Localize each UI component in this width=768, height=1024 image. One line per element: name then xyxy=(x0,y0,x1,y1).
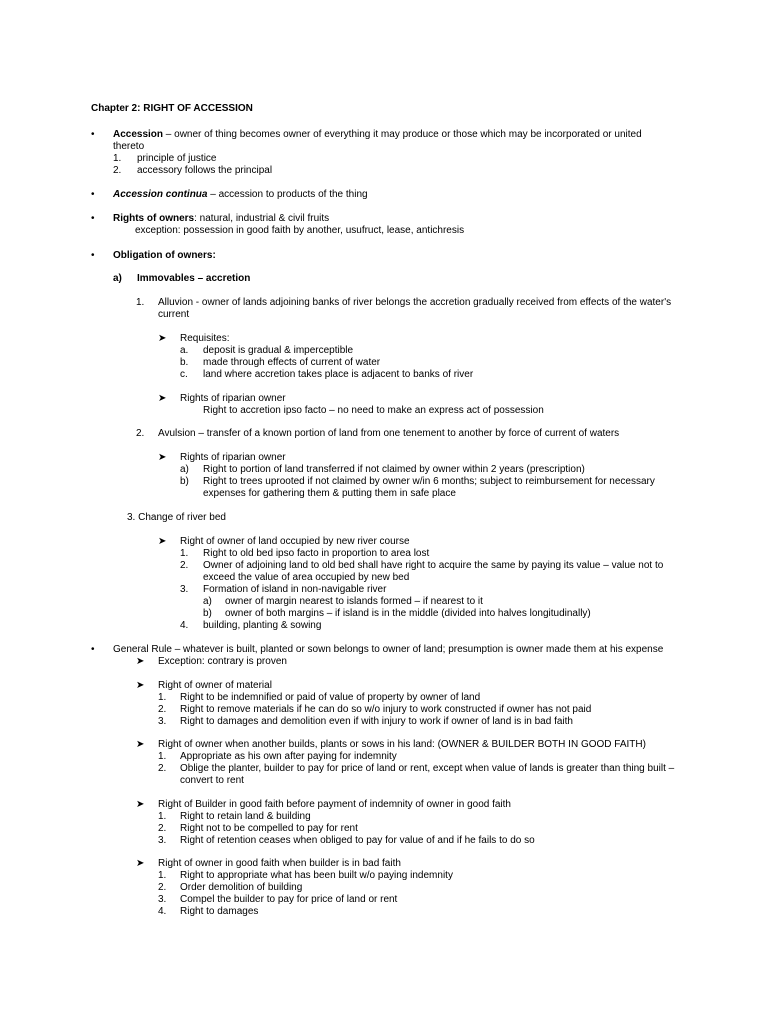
list-marker: 1. xyxy=(158,811,167,822)
rights-of-owners-term: Rights of owners xyxy=(113,213,195,224)
list-marker: 4. xyxy=(180,620,189,631)
list-item: Compel the builder to pay for price of land or rent xyxy=(180,894,398,905)
arrow-bullet-icon: ➤ xyxy=(158,452,167,463)
list-item-cont: convert to rent xyxy=(180,775,244,786)
list-marker: 1. xyxy=(136,297,145,308)
list-marker: 2. xyxy=(113,165,122,176)
riparian-label: Rights of riparian owner xyxy=(180,393,286,404)
another-builds-label: Right of owner when another builds, plants or sows in his land: (OWNER & BUILDER BOTH IN GOOD FAITH) xyxy=(158,739,646,750)
list-marker: a) xyxy=(113,273,122,284)
page-title: Chapter 2: RIGHT OF ACCESSION xyxy=(91,103,253,114)
arrow-bullet-icon: ➤ xyxy=(136,656,145,667)
list-item: Right to be indemnified or paid of value of property by owner of land xyxy=(180,692,481,703)
immovables-heading: Immovables – accretion xyxy=(137,273,251,284)
list-item: land where accretion takes place is adjacent to banks of river xyxy=(203,369,474,380)
list-marker: 2. xyxy=(136,428,145,439)
list-marker: b) xyxy=(203,608,212,619)
material-label: Right of owner of material xyxy=(158,680,272,691)
list-item: made through effects of current of water xyxy=(203,357,381,368)
list-item: Owner of adjoining land to old bed shall have right to acquire the same by paying its value – value not to xyxy=(203,560,664,571)
list-item: owner of both margins – if island is in the middle (divided into halves longitudinally) xyxy=(225,608,591,619)
bullet-icon: • xyxy=(91,189,95,200)
list-item-cont: expenses for gathering them & putting them in safe place xyxy=(203,488,456,499)
list-marker: 1. xyxy=(158,870,167,881)
list-marker: c. xyxy=(180,369,188,380)
list-marker: 2. xyxy=(158,823,167,834)
rights-of-owners-def: : natural, industrial & civil fruits xyxy=(194,213,330,224)
riparian-text: Right to accretion ipso facto – no need to make an express act of possession xyxy=(203,405,544,416)
arrow-bullet-icon: ➤ xyxy=(136,858,145,869)
list-item: accessory follows the principal xyxy=(137,165,273,176)
list-marker: 1. xyxy=(158,751,167,762)
list-item: Right of retention ceases when obliged to pay for value of and if he fails to do so xyxy=(180,835,535,846)
list-item: Right to old bed ipso facto in proportion to area lost xyxy=(203,548,430,559)
arrow-bullet-icon: ➤ xyxy=(136,739,145,750)
list-marker: 2. xyxy=(158,704,167,715)
accession-continua-term: Accession continua xyxy=(113,189,208,200)
list-item: Right to appropriate what has been built w/o paying indemnity xyxy=(180,870,453,881)
alluvion-line: Alluvion - owner of lands adjoining banks of river belongs the accretion gradually received from effects of the water's xyxy=(158,297,672,308)
list-marker: 1. xyxy=(113,153,122,164)
bullet-icon: • xyxy=(91,250,95,261)
avulsion-line: Avulsion – transfer of a known portion of land from one tenement to another by force of current of waters xyxy=(158,428,620,439)
list-marker: 3. xyxy=(158,835,167,846)
list-item: Formation of island in non-navigable river xyxy=(203,584,387,595)
bullet-icon: • xyxy=(91,644,95,655)
builder-good-faith-label: Right of Builder in good faith before payment of indemnity of owner in good faith xyxy=(158,799,511,810)
list-marker: a. xyxy=(180,345,189,356)
requisites-label: Requisites: xyxy=(180,333,230,344)
bullet-icon: • xyxy=(91,129,95,140)
accession-continua xyxy=(113,189,368,201)
list-marker: 1. xyxy=(158,692,167,703)
list-marker: b. xyxy=(180,357,189,368)
list-item: building, planting & sowing xyxy=(203,620,322,631)
list-item: Right to damages and demolition even if with injury to work if owner of land is in bad faith xyxy=(180,716,573,727)
list-item: Right to retain land & building xyxy=(180,811,311,822)
list-item-cont: exceed the value of area occupied by new bed xyxy=(203,572,410,583)
list-item: Right to remove materials if he can do so w/o injury to work constructed if owner has not paid xyxy=(180,704,592,715)
list-marker: a) xyxy=(180,464,189,475)
bullet-icon: • xyxy=(91,213,95,224)
accession-definition xyxy=(113,129,642,141)
list-item: Right to damages xyxy=(180,906,259,917)
arrow-bullet-icon: ➤ xyxy=(136,680,145,691)
general-rule-exception: Exception: contrary is proven xyxy=(158,656,287,667)
list-item: Right to trees uprooted if not claimed by owner w/in 6 months; subject to reimbursement for necessary xyxy=(203,476,655,487)
accession-term: Accession xyxy=(113,129,164,140)
river-bed-owner-label: Right of owner of land occupied by new river course xyxy=(180,536,410,547)
riparian-label: Rights of riparian owner xyxy=(180,452,286,463)
arrow-bullet-icon: ➤ xyxy=(158,536,167,547)
alluvion-line-cont: current xyxy=(158,309,190,320)
builder-bad-faith-label: Right of owner in good faith when builder is in bad faith xyxy=(158,858,401,869)
list-marker: b) xyxy=(180,476,189,487)
list-marker: 2. xyxy=(180,560,189,571)
list-marker: 1. xyxy=(180,548,189,559)
list-marker: 3. xyxy=(158,894,167,905)
list-item: Right not to be compelled to pay for rent xyxy=(180,823,358,834)
accession-def: – owner of thing becomes owner of everything it may produce or those which may be incorporated or united xyxy=(163,129,642,140)
arrow-bullet-icon: ➤ xyxy=(158,393,167,404)
list-marker: 2. xyxy=(158,882,167,893)
list-item: Order demolition of building xyxy=(180,882,303,893)
list-item: principle of justice xyxy=(137,153,217,164)
list-marker: 4. xyxy=(158,906,167,917)
list-marker: 3. xyxy=(158,716,167,727)
list-marker: 3. xyxy=(180,584,189,595)
list-item: owner of margin nearest to islands formed – if nearest to it xyxy=(225,596,483,607)
rights-of-owners xyxy=(113,213,329,225)
accession-def-cont: thereto xyxy=(113,141,145,152)
obligation-heading: Obligation of owners: xyxy=(113,250,216,261)
accession-continua-def: – accession to products of the thing xyxy=(207,189,368,200)
list-item: Appropriate as his own after paying for indemnity xyxy=(180,751,397,762)
list-item: deposit is gradual & imperceptible xyxy=(203,345,354,356)
arrow-bullet-icon: ➤ xyxy=(136,799,145,810)
list-marker: 2. xyxy=(158,763,167,774)
rights-of-owners-exception: exception: possession in good faith by another, usufruct, lease, antichresis xyxy=(135,225,465,236)
list-item: Oblige the planter, builder to pay for price of land or rent, except when value of lands is greater than thing built – xyxy=(180,763,675,774)
list-marker: a) xyxy=(203,596,212,607)
general-rule: General Rule – whatever is built, planted or sown belongs to owner of land; presumption is owner made them at his expense xyxy=(113,644,664,655)
arrow-bullet-icon: ➤ xyxy=(158,333,167,344)
river-bed-heading: 3. Change of river bed xyxy=(127,512,226,523)
list-item: Right to portion of land transferred if not claimed by owner within 2 years (prescription) xyxy=(203,464,585,475)
